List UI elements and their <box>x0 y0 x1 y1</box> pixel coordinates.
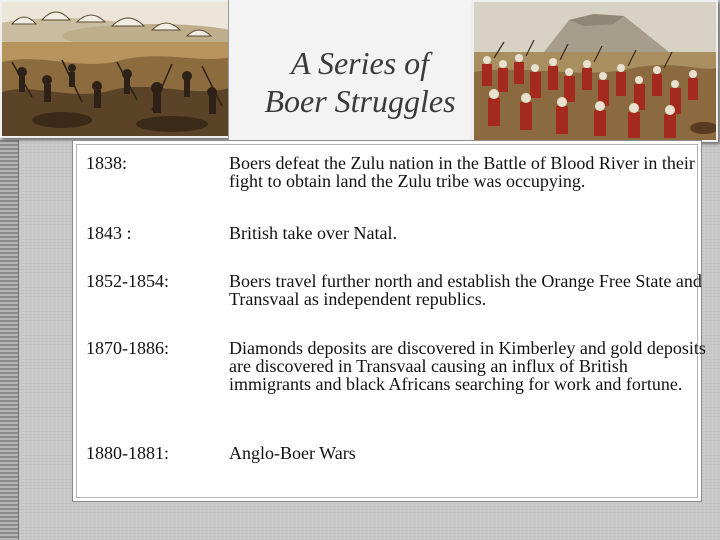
timeline-year: 1843 : <box>86 223 132 243</box>
battle-illustration-left <box>0 0 232 138</box>
timeline-year: 1838: <box>86 153 128 173</box>
timeline-event: Boers defeat the Zulu nation in the Battle of Blood River in their fight to obtain land the Zulu tribe was occupying. <box>229 153 695 191</box>
decorative-rail <box>0 140 19 540</box>
slide-title-line-1: A Series of <box>290 45 430 81</box>
timeline-year: 1870-1886: <box>86 338 169 358</box>
timeline-event: Boers travel further north and establish the Orange Free State and Transvaal as independent republics. <box>229 271 702 309</box>
slide-title-line-2: Boer Struggles <box>264 83 456 119</box>
timeline-year: 1852-1854: <box>86 271 169 291</box>
timeline-event: British take over Natal. <box>229 223 397 243</box>
battle-painting-right <box>472 0 718 142</box>
timeline-event: Anglo-Boer Wars <box>229 443 356 463</box>
slide-title <box>240 44 480 120</box>
timeline-year: 1880-1881: <box>86 443 169 463</box>
timeline-event: Diamonds deposits are discovered in Kimberley and gold deposits are discovered in Transvaal causing an influx of British immigrants and black Africans searching for work and fortune. <box>229 338 706 394</box>
